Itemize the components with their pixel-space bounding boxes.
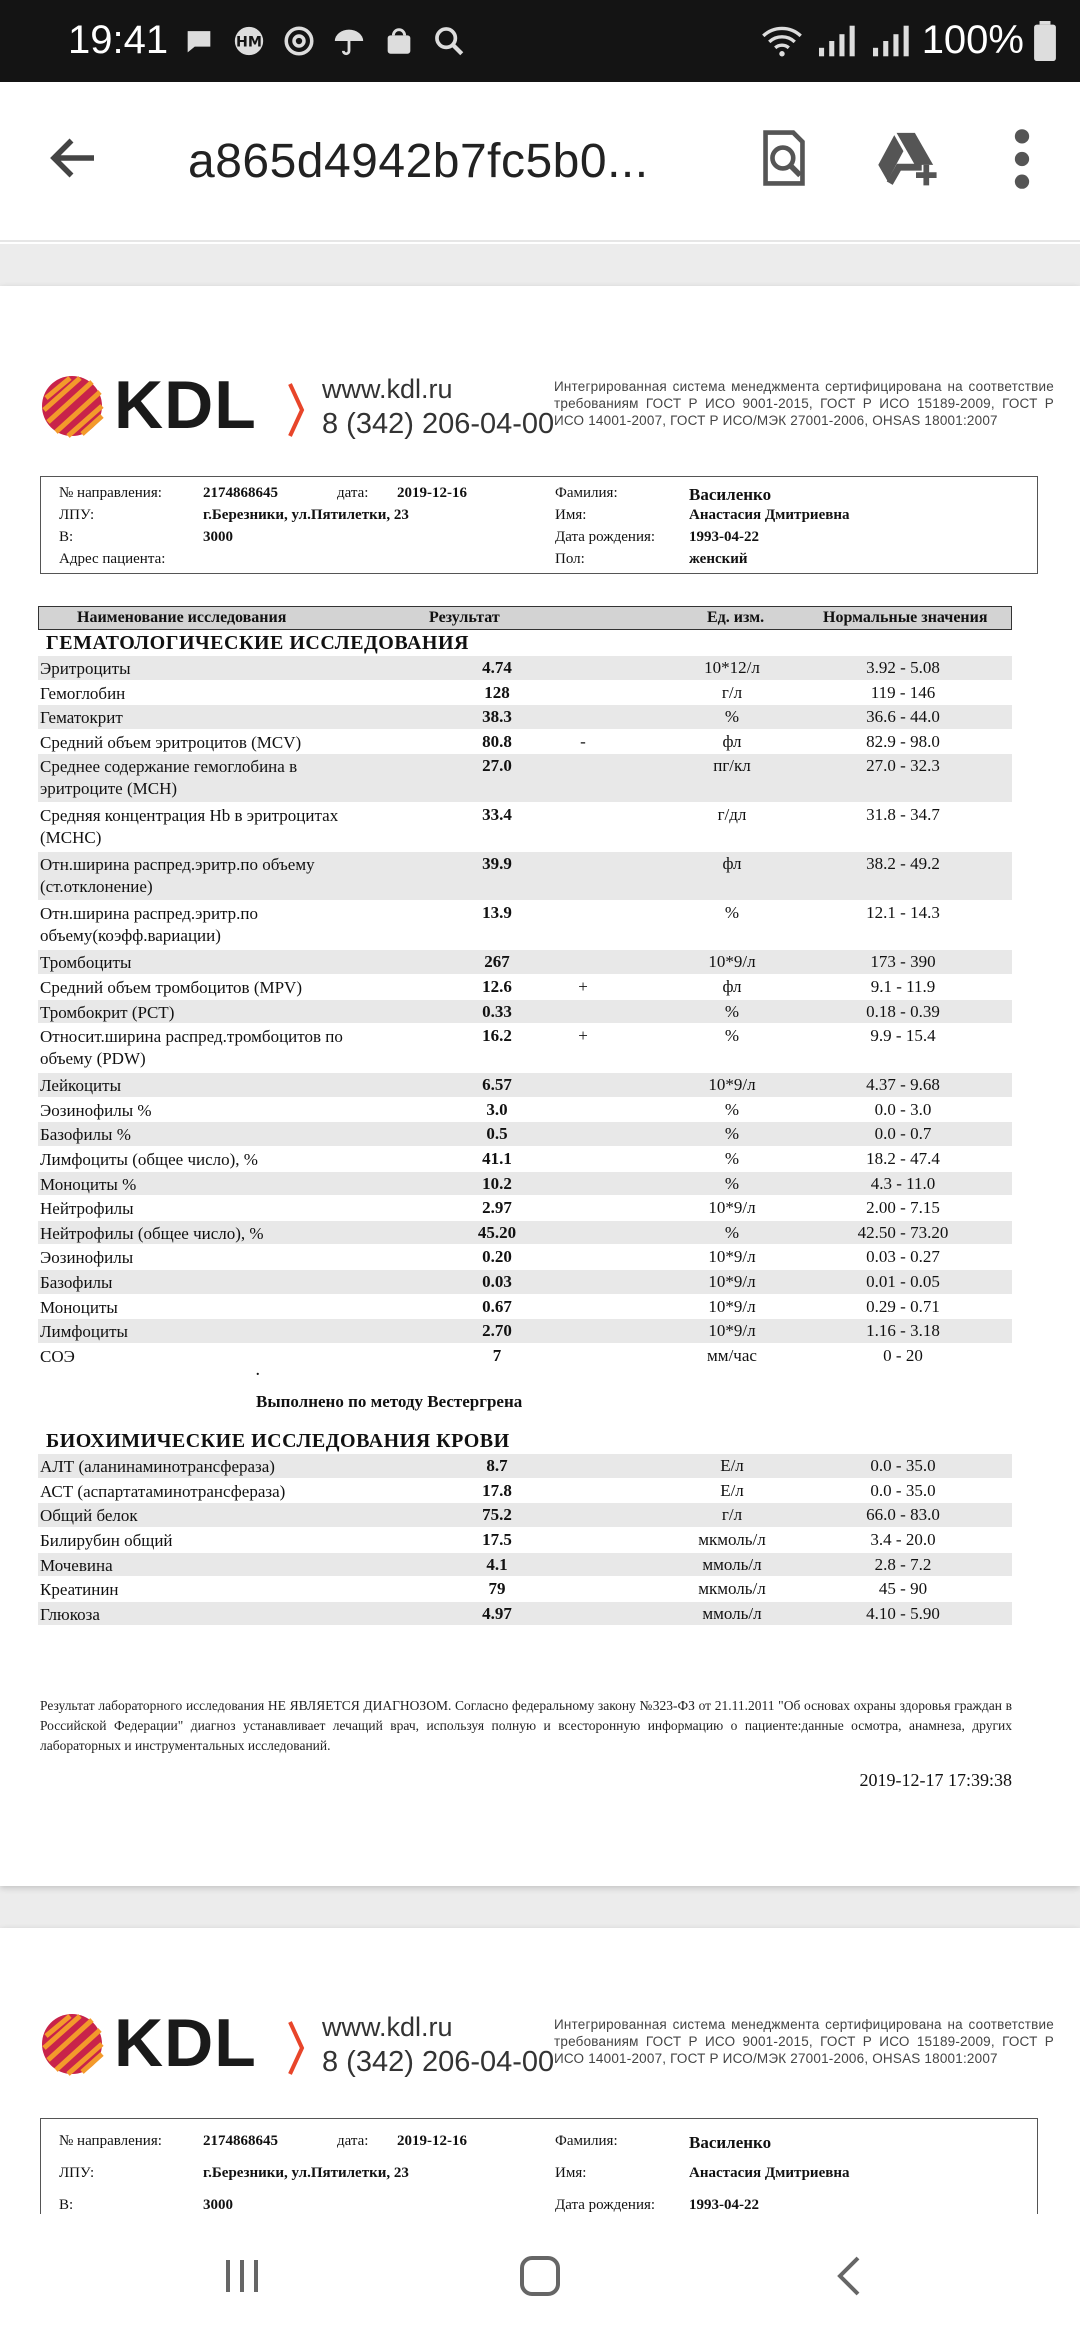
v-label: В:: [59, 529, 74, 545]
table-row: [38, 1454, 1012, 1479]
logo-divider-chevron: [286, 2020, 306, 2076]
section-biochemistry-title: БИОХИМИЧЕСКИЕ ИССЛЕДОВАНИЯ КРОВИ: [46, 1430, 510, 1453]
search-icon: [432, 24, 466, 58]
hm-app-icon: [232, 24, 266, 58]
row-norm: 12.1 - 14.3: [866, 903, 940, 923]
phone-number: 8 (342) 206-04-00: [322, 408, 555, 440]
row-unit: Е/л: [720, 1456, 744, 1476]
pdf-page-1: [0, 286, 1080, 1886]
row-name: Среднее содержание гемоглобина в эритроците (MCH): [40, 757, 298, 799]
row-norm: 66.0 - 83.0: [866, 1505, 940, 1525]
table-row: [38, 803, 1012, 852]
row-unit: %: [724, 707, 740, 727]
row-name: Лейкоциты: [40, 1076, 121, 1096]
section-hematology-title: ГЕМАТОЛОГИЧЕСКИЕ ИССЛЕДОВАНИЯ: [46, 632, 469, 654]
patient-info-box: [40, 476, 1038, 574]
row-unit: мкмоль/л: [698, 1530, 766, 1550]
row-result: 0.33: [482, 1001, 512, 1021]
patient-info-box-p2: [40, 2118, 1038, 2214]
row-norm: 0 - 20: [883, 1345, 923, 1365]
row-name: Средний объем эритроцитов (MCV): [40, 732, 302, 752]
row-norm: 38.2 - 49.2: [866, 854, 940, 874]
pdf-page-2: [0, 1928, 1080, 2214]
table-row: [38, 1553, 1012, 1578]
row-unit: 10*12/л: [704, 658, 760, 677]
kdl-logo-p2: [40, 2005, 280, 2081]
surname-label: Фамилия:: [555, 485, 618, 501]
row-norm: 1.16 - 3.18: [866, 1321, 940, 1341]
row-norm: 0.01 - 0.05: [866, 1271, 940, 1291]
referral-number: 2174868645: [203, 485, 278, 501]
logo-divider-chevron: [286, 382, 306, 438]
row-unit: пг/кл: [713, 756, 751, 776]
table-row: [38, 1319, 1012, 1344]
row-name: Относит.ширина распред.тромбоцитов по объему (PDW): [40, 1027, 343, 1069]
row-unit: фл: [722, 854, 742, 874]
table-row: [38, 681, 1012, 706]
notification-icons: [182, 24, 466, 58]
row-unit: 10*9/л: [708, 1247, 756, 1267]
row-name: Тромбоциты: [40, 953, 132, 973]
row-unit: мм/час: [707, 1345, 757, 1365]
sex-value: женский: [689, 551, 748, 567]
row-result: 80.8: [482, 731, 512, 751]
row-unit: %: [724, 903, 740, 923]
method-note-area: [38, 1364, 1012, 1428]
row-unit: г/дл: [717, 805, 747, 825]
row-norm: 31.8 - 34.7: [866, 805, 940, 825]
website: www.kdl.ru: [322, 374, 453, 404]
dob-label: Дата рождения:: [555, 2197, 656, 2213]
row-name: Эритроциты: [40, 659, 131, 678]
system-icons: [760, 18, 1056, 63]
row-result: 7: [492, 1345, 502, 1365]
row-norm: 45 - 90: [878, 1579, 928, 1599]
table-row: [38, 1098, 1012, 1123]
biochemistry-rows: [38, 1454, 1012, 1626]
row-norm: 4.10 - 5.90: [866, 1603, 940, 1623]
row-result: 13.9: [482, 903, 512, 923]
row-result: 17.8: [482, 1480, 512, 1500]
row-name: Общий белок: [40, 1506, 138, 1526]
table-row: [38, 975, 1012, 1000]
battery-level: 100%: [921, 18, 1024, 62]
header-result: Результат: [429, 609, 500, 626]
row-name: Тромбокрит (PCT): [40, 1002, 175, 1022]
row-unit: 10*9/л: [708, 1198, 756, 1218]
row-name: Эозинофилы %: [40, 1100, 152, 1120]
row-name: Лимфоциты (общее число), %: [40, 1149, 258, 1169]
table-row: [38, 950, 1012, 975]
table-row: [38, 1147, 1012, 1172]
table-row: [38, 1073, 1012, 1098]
table-row: [38, 656, 1012, 681]
row-norm: 0.0 - 35.0: [870, 1456, 936, 1476]
phone-number: 8 (342) 206-04-00: [322, 2046, 555, 2078]
kdl-logo-mark: [40, 374, 104, 438]
row-unit: Е/л: [720, 1480, 744, 1500]
row-result: 8.7: [486, 1456, 508, 1476]
at-sign-icon: [282, 24, 316, 58]
disclaimer: Результат лабораторного исследования НЕ ЯВЛЯЕТСЯ ДИАГНОЗОМ. Согласно федеральному закону №323-ФЗ от 21.11.2011 "Об основах охраны здоровья граждан в Российской Федерации" диагноз устанавливает лечащий врач, используя полную и всесторонную информацию о пациенте:данные осмотра, анамнеза, других лабораторных и инструментальных исследований.: [40, 1698, 1012, 1753]
surname-value: Василенко: [689, 2133, 772, 2152]
row-name: Отн.ширина распред.эритр.по объему(коэфф.вариации): [40, 904, 259, 946]
note-dot: .: [256, 1364, 260, 1380]
row-result: 41.1: [482, 1148, 512, 1168]
row-result: 16.2: [482, 1026, 512, 1046]
row-unit: %: [724, 1173, 740, 1193]
row-result: 0.67: [482, 1296, 512, 1316]
referral-number: 2174868645: [203, 2133, 278, 2149]
row-result: 12.6: [482, 976, 512, 996]
address-label: Адрес пациента:: [59, 551, 166, 567]
table-row: [38, 1295, 1012, 1320]
row-name: Билирубин общий: [40, 1531, 173, 1551]
row-unit: %: [724, 1222, 740, 1242]
row-name: Гематокрит: [40, 708, 123, 728]
row-norm: 18.2 - 47.4: [866, 1148, 940, 1168]
row-norm: 0.0 - 3.0: [874, 1099, 932, 1119]
referral-date: 2019-12-16: [397, 2133, 467, 2149]
table-row: [38, 1577, 1012, 1602]
table-row: [38, 901, 1012, 950]
back-arrow-icon[interactable]: [44, 128, 104, 188]
header-unit: Ед. изм.: [707, 609, 765, 626]
row-name: Мочевина: [40, 1555, 113, 1575]
table-row: [38, 1245, 1012, 1270]
row-unit: фл: [722, 731, 742, 751]
row-unit: 10*9/л: [708, 952, 756, 972]
signal-icon-1: [814, 24, 858, 58]
wifi-icon: [760, 24, 804, 58]
row-name: Глюкоза: [40, 1604, 100, 1624]
row-result: 6.57: [482, 1075, 512, 1095]
table-row: [38, 1000, 1012, 1025]
row-unit: 10*9/л: [708, 1271, 756, 1291]
lpu-value: г.Березники, ул.Пятилетки, 23: [203, 2165, 409, 2181]
svg-text:HM: HM: [236, 34, 262, 51]
back-icon[interactable]: [828, 2254, 872, 2298]
row-result: 39.9: [482, 854, 512, 874]
header-norm: Нормальные значения: [823, 609, 988, 626]
row-name: Гемоглобин: [40, 683, 126, 703]
document-title: a865d4942b7fc5b0...: [188, 135, 649, 188]
row-norm: 3.92 - 5.08: [866, 658, 940, 677]
dob-value: 1993-04-22: [689, 529, 759, 545]
row-unit: %: [724, 1124, 740, 1144]
row-name: СОЭ: [40, 1346, 75, 1366]
row-unit: ммоль/л: [702, 1554, 762, 1574]
table-row: [38, 1528, 1012, 1553]
referral-label: № направления:: [59, 2133, 162, 2149]
row-unit: %: [724, 1001, 740, 1021]
home-icon[interactable]: [518, 2254, 562, 2298]
table-row: [38, 1221, 1012, 1246]
row-result: 38.3: [482, 707, 512, 727]
recent-apps-icon[interactable]: [220, 2254, 264, 2298]
row-norm: 4.37 - 9.68: [866, 1075, 940, 1095]
header-name: Наименование исследования: [77, 609, 287, 626]
row-unit: 10*9/л: [708, 1075, 756, 1095]
website: www.kdl.ru: [322, 2012, 453, 2042]
row-unit: 10*9/л: [708, 1296, 756, 1316]
row-result: 27.0: [482, 756, 512, 776]
lpu-label: ЛПУ:: [59, 2165, 95, 2181]
table-row: [38, 1196, 1012, 1221]
row-unit: %: [724, 1099, 740, 1119]
kdl-logo-text: KDL: [114, 367, 257, 443]
add-to-drive-icon[interactable]: [876, 128, 940, 188]
row-norm: 9.9 - 15.4: [870, 1026, 936, 1046]
row-name: Моноциты: [40, 1297, 118, 1317]
report-timestamp: 2019-12-17 17:39:38: [859, 1770, 1012, 1790]
row-unit: ммоль/л: [702, 1603, 762, 1623]
row-name: Базофилы %: [40, 1125, 131, 1145]
row-unit: %: [724, 1148, 740, 1168]
hematology-rows: [38, 656, 1012, 1368]
table-row: [38, 730, 1012, 755]
dob-value: 1993-04-22: [689, 2197, 759, 2213]
row-name: Лимфоциты: [40, 1322, 128, 1342]
row-result: 0.5: [486, 1124, 508, 1144]
row-result: 4.74: [482, 658, 512, 677]
lpu-value: г.Березники, ул.Пятилетки, 23: [203, 507, 409, 523]
row-result: 128: [484, 682, 510, 702]
shopping-bag-icon: [382, 24, 416, 58]
sex-label: Пол:: [555, 551, 585, 567]
lpu-label: ЛПУ:: [59, 507, 95, 523]
method-note: Выполнено по методу Вестергрена: [256, 1392, 523, 1412]
row-name: Нейтрофилы (общее число), %: [40, 1223, 264, 1243]
row-result: 0.20: [482, 1247, 512, 1267]
row-result: 10.2: [482, 1173, 512, 1193]
table-row: [38, 705, 1012, 730]
row-norm: 4.3 - 11.0: [870, 1173, 936, 1193]
row-name: Нейтрофилы: [40, 1199, 134, 1219]
referral-label: № направления:: [59, 485, 162, 501]
row-flag: -: [580, 731, 586, 751]
kdl-logo-mark: [40, 2012, 104, 2076]
v-value: 3000: [203, 529, 233, 545]
row-norm: 173 - 390: [870, 952, 936, 972]
row-name: Эозинофилы: [40, 1248, 134, 1268]
table-row: [38, 754, 1012, 803]
row-result: 4.1: [486, 1554, 508, 1574]
row-name: АЛТ (аланинаминотрансфераза): [40, 1457, 275, 1477]
row-result: 267: [484, 952, 510, 972]
row-norm: 27.0 - 32.3: [866, 756, 940, 776]
row-norm: 0.03 - 0.27: [866, 1247, 940, 1267]
row-norm: 0.0 - 0.7: [874, 1124, 932, 1144]
row-name: Средняя концентрация Hb в эритроцитах (MCHC): [40, 806, 339, 848]
row-unit: г/л: [721, 682, 743, 702]
surname-value: Василенко: [689, 485, 772, 504]
row-result: 2.70: [482, 1321, 512, 1341]
row-unit: г/л: [721, 1505, 743, 1525]
v-label: В:: [59, 2197, 74, 2213]
name-value: Анастасия Дмитриевна: [689, 507, 850, 523]
row-result: 33.4: [482, 805, 512, 825]
row-flag: +: [578, 976, 588, 996]
chat-icon: [182, 24, 216, 58]
row-unit: 10*9/л: [708, 1321, 756, 1341]
row-unit: фл: [722, 976, 742, 996]
table-row: [38, 1024, 1012, 1073]
row-norm: 0.29 - 0.71: [866, 1296, 940, 1316]
row-norm: 3.4 - 20.0: [870, 1530, 936, 1550]
clock: 19:41: [68, 18, 169, 62]
row-norm: 2.00 - 7.15: [866, 1198, 940, 1218]
row-result: 79: [488, 1579, 506, 1599]
certification-text: Интегрированная система менеджмента сертифицирована на соответствие требованиям ГОСТ Р ИСО 9001-2015, ГОСТ Р ИСО 15189-2009, ГОСТ Р ИСО 14001-2007, ГОСТ Р ИСО/МЭК 27001-2006, OHSAS 18001:2007: [554, 2017, 1054, 2066]
table-row: [38, 1479, 1012, 1504]
table-row: [38, 852, 1012, 901]
more-options-icon[interactable]: [1010, 128, 1034, 190]
row-norm: 119 - 146: [870, 682, 936, 702]
table-row: [38, 1503, 1012, 1528]
table-row: [38, 1172, 1012, 1197]
row-result: 45.20: [477, 1222, 517, 1242]
row-norm: 82.9 - 98.0: [866, 731, 940, 751]
pdf-viewer[interactable]: [0, 244, 1080, 2214]
app-bar: [0, 82, 1080, 242]
surname-label: Фамилия:: [555, 2133, 618, 2149]
table-row: [38, 1270, 1012, 1295]
row-name: Моноциты %: [40, 1174, 137, 1194]
umbrella-icon: [332, 24, 366, 58]
table-row: [38, 1602, 1012, 1627]
row-result: 4.97: [482, 1603, 512, 1623]
name-label: Имя:: [555, 2165, 587, 2181]
row-result: 2.97: [482, 1198, 512, 1218]
row-unit: мкмоль/л: [698, 1579, 766, 1599]
table-row: [38, 1122, 1012, 1147]
kdl-logo: [40, 367, 280, 443]
row-name: Базофилы: [40, 1272, 113, 1292]
row-name: АСТ (аспартатаминотрансфераза): [40, 1481, 286, 1501]
row-name: Креатинин: [40, 1580, 119, 1600]
kdl-logo-text: KDL: [114, 2005, 257, 2081]
dob-label: Дата рождения:: [555, 529, 656, 545]
status-bar: [0, 0, 1080, 82]
row-norm: 0.0 - 35.0: [870, 1480, 936, 1500]
date-label: дата:: [337, 2133, 369, 2149]
results-table: [38, 606, 1012, 1626]
row-norm: 9.1 - 11.9: [870, 976, 936, 996]
navigation-bar: [0, 2214, 1080, 2340]
row-name: Отн.ширина распред.эритр.по объему (ст.отклонение): [40, 855, 315, 897]
battery-icon: [1034, 21, 1056, 61]
table-header: [38, 606, 1012, 630]
row-norm: 0.18 - 0.39: [866, 1001, 940, 1021]
row-norm: 36.6 - 44.0: [866, 707, 940, 727]
row-result: 0.03: [482, 1271, 512, 1291]
signal-icon-2: [868, 24, 912, 58]
name-label: Имя:: [555, 507, 587, 523]
row-norm: 42.50 - 73.20: [857, 1222, 949, 1242]
name-value: Анастасия Дмитриевна: [689, 2165, 850, 2181]
row-flag: +: [578, 1026, 588, 1046]
certification-text: Интегрированная система менеджмента сертифицирована на соответствие требованиям ГОСТ Р ИСО 9001-2015, ГОСТ Р ИСО 15189-2009, ГОСТ Р ИСО 14001-2007, ГОСТ Р ИСО/МЭК 27001-2006, OHSAS 18001:2007: [554, 379, 1054, 428]
date-label: дата:: [337, 485, 369, 501]
lens-search-icon[interactable]: [756, 128, 812, 188]
row-result: 75.2: [482, 1505, 512, 1525]
row-result: 17.5: [482, 1530, 512, 1550]
v-value: 3000: [203, 2197, 233, 2213]
row-unit: %: [724, 1026, 740, 1046]
table-row: [38, 1344, 1012, 1369]
row-name: Средний объем тромбоцитов (MPV): [40, 977, 302, 997]
referral-date: 2019-12-16: [397, 485, 467, 501]
row-result: 3.0: [486, 1099, 508, 1119]
row-norm: 2.8 - 7.2: [874, 1554, 932, 1574]
